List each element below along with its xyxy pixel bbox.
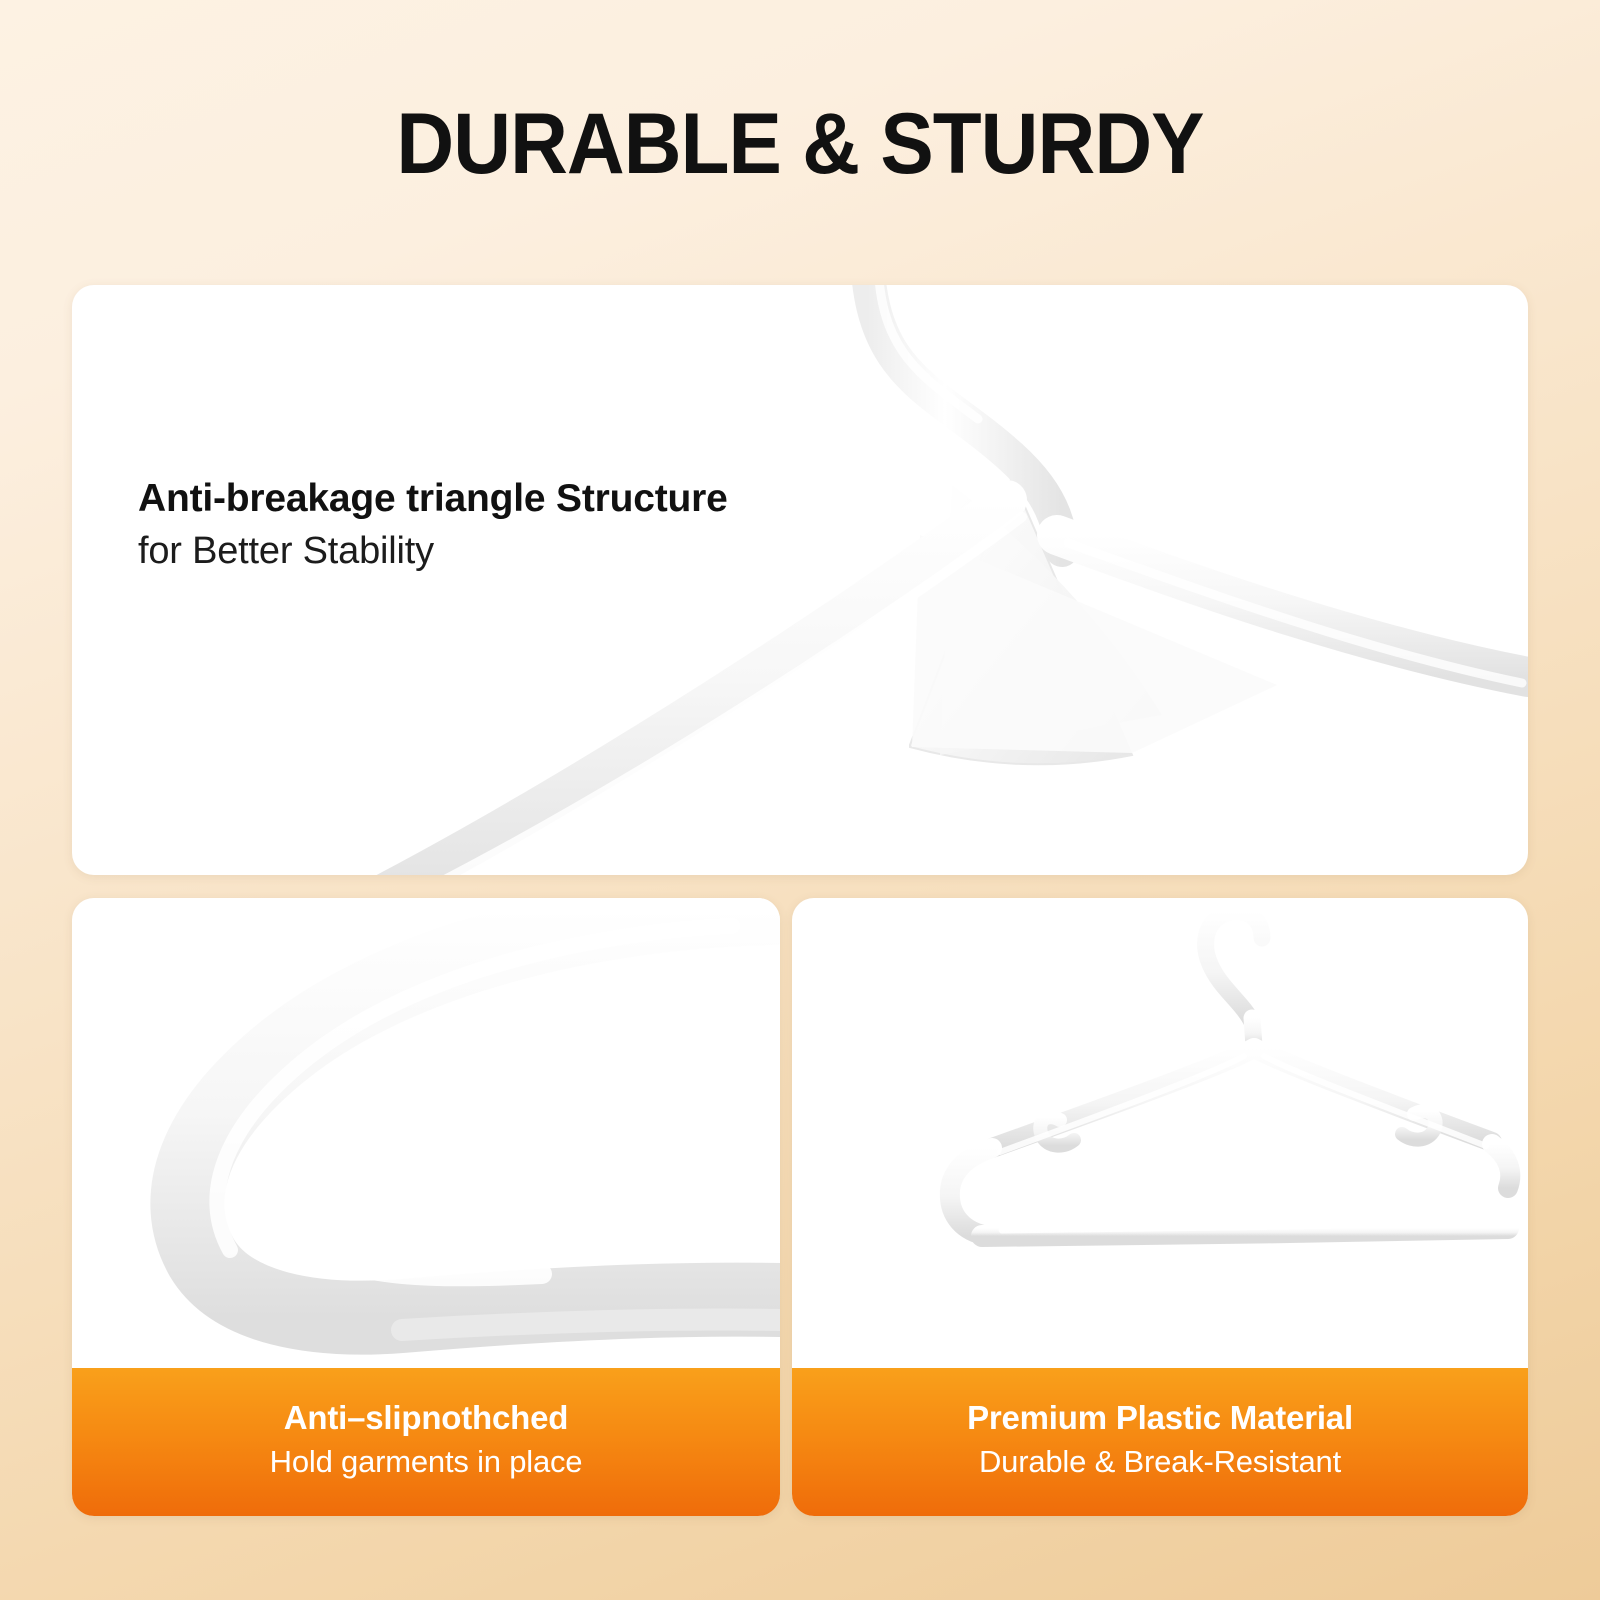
feature-text-block — [138, 473, 958, 577]
feature-card-anti-slip — [72, 898, 780, 1516]
hanger-triangle-closeup-image — [72, 285, 1528, 875]
feature-card-premium-plastic — [792, 898, 1528, 1516]
feature-headline: Anti-breakage triangle Structure — [138, 477, 728, 520]
feature-subline: for Better Stability — [138, 530, 434, 572]
caption-title: Anti–slipnothched — [283, 1399, 569, 1436]
caption-subtitle: Hold garments in place — [269, 1444, 583, 1479]
caption-subtitle: Durable & Break-Resistant — [979, 1444, 1341, 1479]
feature-card-triangle — [72, 285, 1528, 875]
caption-premium-plastic — [792, 1368, 1528, 1516]
caption-anti-slip — [72, 1368, 780, 1516]
page-title: DURABLE & STURDY — [396, 96, 1204, 192]
caption-title: Premium Plastic Material — [967, 1399, 1353, 1436]
